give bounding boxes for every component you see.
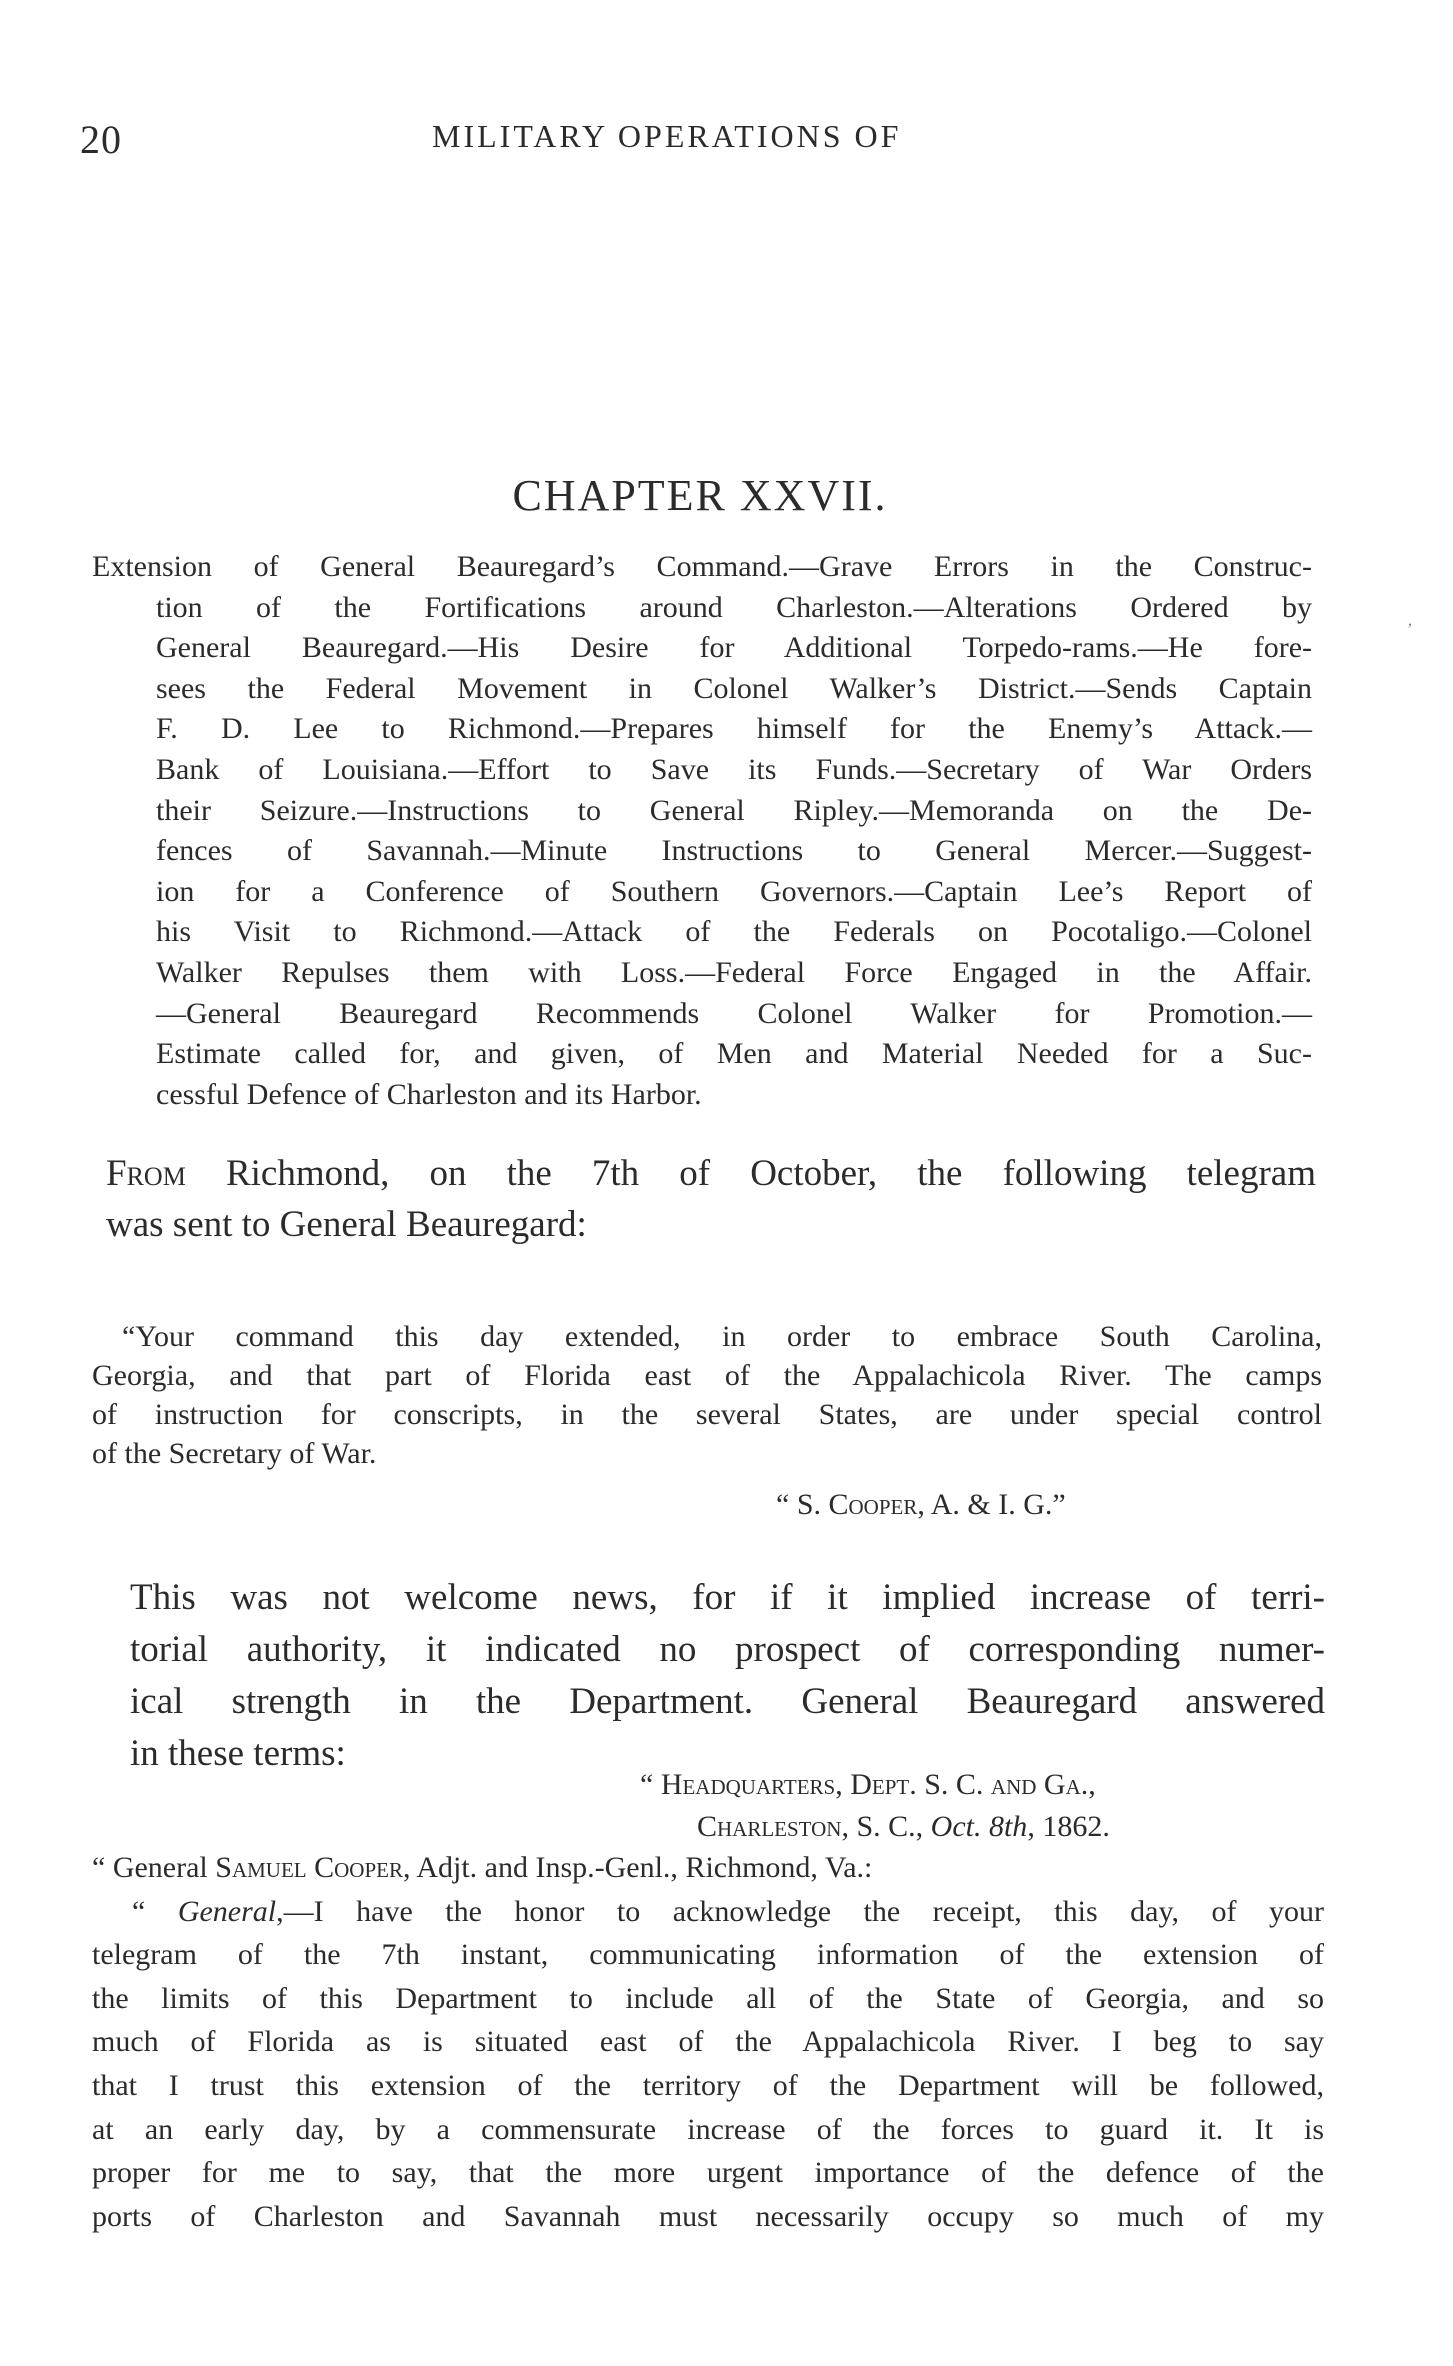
synopsis-line: fences of Savannah.—Minute Instructions to General Mercer.—Suggest- [156, 834, 1312, 868]
synopsis-line: his Visit to Richmond.—Attack of the Federals on Pocotaligo.—Colonel [156, 915, 1312, 949]
telegram-line: of instruction for conscripts, in the several States, are under special control [92, 1398, 1322, 1431]
intro-paragraph [106, 1148, 1316, 1250]
signature-post: , A. & I. G.” [917, 1488, 1066, 1521]
letter-year: , 1862. [1027, 1810, 1110, 1843]
running-head [0, 108, 1453, 168]
synopsis-line: sees the Federal Movement in Colonel Walker’s District.—Sends Captain [156, 671, 1312, 705]
signature-name: Cooper [828, 1488, 918, 1521]
signature-pre: “ S. [776, 1488, 829, 1521]
answer-paragraph [130, 1572, 1325, 1780]
intro-line1-rest: Richmond, on the 7th of October, the following telegram [185, 1153, 1316, 1194]
letter-line: at an early day, by a commensurate increase of the forces to guard it. It is [92, 2112, 1324, 2146]
letter-line: “ General,—I have the honor to acknowledge the receipt, this day, of your [132, 1894, 1324, 1928]
running-title: MILITARY OPERATIONS OF [432, 118, 902, 154]
letter-line: ports of Charleston and Savannah must necessarily occupy so much of my [92, 2199, 1324, 2233]
letter-line: proper for me to say, that the more urgent importance of the defence of the [92, 2156, 1324, 2190]
synopsis-line: Extension of General Beauregard’s Command.—Grave Errors in the Construc- [92, 550, 1312, 583]
synopsis-line: tion of the Fortifications around Charleston.—Alterations Ordered by [156, 590, 1312, 624]
synopsis-line: cessful Defence of Charleston and its Harbor. [156, 1077, 702, 1111]
letter-address [92, 1846, 1324, 1890]
letter-head-line [640, 1806, 1110, 1848]
chapter-synopsis [92, 547, 1312, 1115]
letter-salutation: General [177, 1894, 277, 1928]
letter-line: telegram of the 7th instant, communicating information of the extension of [92, 1938, 1324, 1972]
synopsis-line: —General Beauregard Recommends Colonel Walker for Promotion.— [156, 996, 1312, 1030]
address-pre: “ General [92, 1851, 216, 1884]
letter-date: Oct. 8th [930, 1810, 1028, 1843]
synopsis-line: Bank of Louisiana.—Effort to Save its Funds.—Secretary of War Orders [156, 752, 1312, 786]
synopsis-line: their Seizure.—Instructions to General Ripley.—Memoranda on the De- [156, 793, 1312, 827]
margin-mark: , [1408, 612, 1412, 629]
letter-first-rest: ,—I have the honor to acknowledge the receipt, this day, of your [276, 1894, 1324, 1928]
answer-line: This was not welcome news, for if it implied increase of terri- [130, 1577, 1325, 1618]
letter-line: that I trust this extension of the territory of the Department will be followed, [92, 2068, 1324, 2102]
intro-line: was sent to General Beauregard: [106, 1204, 587, 1245]
intro-lead: From [106, 1153, 186, 1194]
letter-line: much of Florida as is situated east of the Appalachicola River. I beg to say [92, 2025, 1324, 2059]
chapter-title: CHAPTER XXVII. [512, 471, 888, 520]
synopsis-line: Walker Repulses them with Loss.—Federal Force Engaged in the Affair. [156, 955, 1312, 989]
synopsis-line: ion for a Conference of Southern Governors.—Captain Lee’s Report of [156, 874, 1312, 908]
synopsis-line: F. D. Lee to Richmond.—Prepares himself for the Enemy’s Attack.— [156, 712, 1312, 746]
page-number: 20 [80, 117, 122, 162]
synopsis-line: Estimate called for, and given, of Men and Material Needed for a Suc- [156, 1037, 1312, 1071]
telegram-line: Georgia, and that part of Florida east of the Appalachicola River. The camps [92, 1359, 1322, 1392]
letter-line: the limits of this Department to include all of the State of Georgia, and so [92, 1981, 1324, 2015]
answer-line: in these terms: [130, 1733, 346, 1774]
letter-head-line: “ Headquarters, Dept. S. C. and Ga., [640, 1768, 1096, 1801]
telegram-line: of the Secretary of War. [92, 1437, 377, 1470]
letter-place: Charleston, S. C., [697, 1810, 931, 1843]
answer-line: ical strength in the Department. General Beauregard answered [130, 1681, 1325, 1722]
telegram-line: “Your command this day extended, in order to embrace South Carolina, [122, 1320, 1322, 1353]
telegram-signature [776, 1488, 1066, 1522]
telegram-quote [92, 1317, 1322, 1473]
address-name: Samuel Cooper [215, 1851, 403, 1884]
address-post: , Adjt. and Insp.-Genl., Richmond, Va.: [402, 1851, 873, 1884]
intro-line [106, 1148, 1316, 1199]
letter-heading [640, 1764, 1110, 1848]
answer-line: torial authority, it indicated no prospect of corresponding numer- [130, 1629, 1325, 1670]
synopsis-line: General Beauregard.—His Desire for Additional Torpedo-rams.—He fore- [156, 631, 1312, 665]
letter-body [92, 1846, 1324, 2238]
